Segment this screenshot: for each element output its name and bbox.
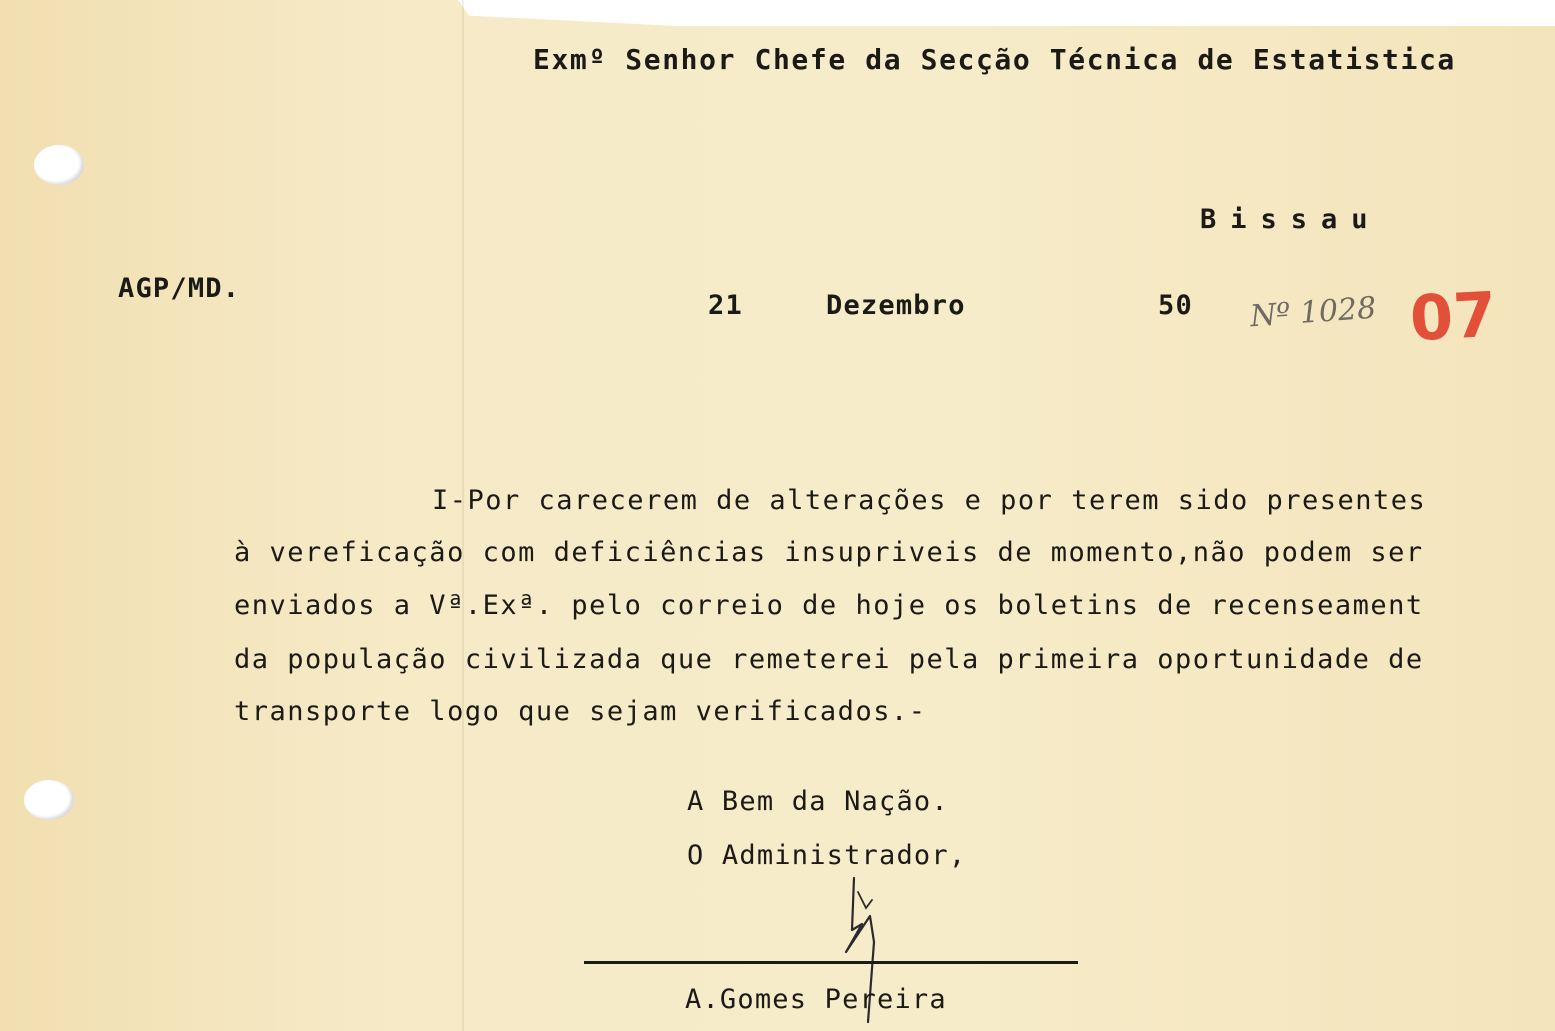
date-month: Dezembro: [826, 290, 966, 321]
red-mark: 07: [1408, 277, 1499, 356]
body-line: da população civilizada que remeterei pela primeira oportunidade de: [234, 644, 1424, 675]
registry-number: Nº 1028: [1248, 290, 1378, 335]
reference-code: AGP/MD.: [118, 273, 241, 304]
date-year: 50: [1158, 290, 1193, 321]
signatory-title: O Administrador,: [687, 840, 967, 871]
addressee-line: Exmº Senhor Chefe da Secção Técnica de Estatistica: [533, 43, 1456, 76]
signatory-name: A.Gomes Pereira: [685, 984, 947, 1015]
date-day: 21: [708, 290, 743, 321]
body-line: transporte logo que sejam verificados.-: [234, 696, 927, 727]
city-name: Bissau: [1200, 204, 1382, 235]
body-line: à vereficação com deficiências insupriveis de momento,não podem ser: [234, 537, 1424, 568]
punch-hole: [34, 145, 84, 185]
torn-corner: [458, 0, 1555, 26]
closing-phrase: A Bem da Nação.: [687, 786, 949, 817]
body-line: enviados a Vª.Exª. pelo correio de hoje os boletins de recenseament: [234, 590, 1424, 621]
signature-line: [584, 961, 1078, 964]
body-line: I-Por carecerem de alterações e por terem sido presentes: [432, 485, 1427, 516]
punch-hole: [24, 780, 74, 820]
